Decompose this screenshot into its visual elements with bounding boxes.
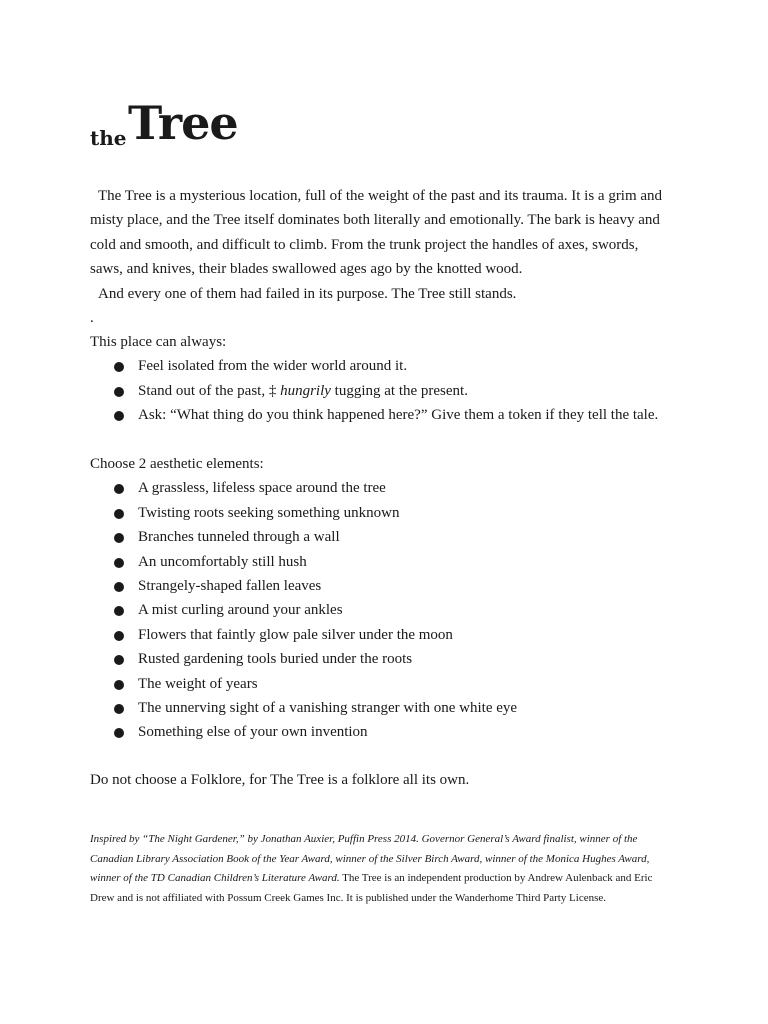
list-item-text: An uncomfortably still hush <box>138 553 307 570</box>
intro-paragraph <box>90 184 690 330</box>
aesthetic-list <box>90 476 690 744</box>
list-item-text: A mist curling around your ankles <box>138 602 343 619</box>
list-item-text: The unnerving sight of a vanishing stranger with one white eye <box>138 699 518 716</box>
bullet-icon <box>114 411 124 421</box>
intro-line: misty place, and the Tree itself dominates both literally and emotionally. The bark is heavy and <box>90 212 660 229</box>
list-item-text-end: tugging at the present. <box>330 382 468 399</box>
list-item <box>90 501 690 525</box>
list-item <box>90 623 690 647</box>
list-item-emphasis: hungrily <box>280 382 331 399</box>
bullet-icon <box>114 533 124 543</box>
list-item <box>90 525 690 549</box>
list-item <box>90 379 690 403</box>
bullet-icon <box>114 387 124 397</box>
bullet-icon <box>114 484 124 494</box>
bullet-icon <box>114 704 124 714</box>
credits-production-text: The Tree is an independent production by Andrew Aulenback and Eric <box>339 872 653 884</box>
always-section <box>90 330 690 428</box>
bullet-icon <box>114 655 124 665</box>
list-item <box>90 672 690 696</box>
list-item-text: Branches tunneled through a wall <box>138 529 340 546</box>
always-heading: This place can always: <box>90 334 227 350</box>
aesthetic-section <box>90 452 690 745</box>
intro-line: The Tree is a mysterious location, full of the weight of the past and its trauma. It is a grim and <box>98 188 663 204</box>
list-item-text: Something else of your own invention <box>138 724 368 741</box>
list-item <box>90 647 690 671</box>
intro-line: cold and smooth, and difficult to climb. From the trunk project the handles of axes, swords, <box>90 236 639 253</box>
list-item-text: Rusted gardening tools buried under the roots <box>138 651 413 668</box>
stray-dot: . <box>90 309 94 326</box>
bullet-icon <box>114 582 124 592</box>
credits-award-text: winner of the TD Canadian Children’s Literature Award. <box>90 872 340 884</box>
aesthetic-heading: Choose 2 aesthetic elements: <box>90 456 264 472</box>
list-item <box>90 403 690 427</box>
bullet-icon <box>114 606 124 616</box>
list-item-text-start: Stand out of the past, ‡ <box>138 382 281 399</box>
intro-line: And every one of them had failed in its purpose. The Tree still stands. <box>98 285 517 302</box>
intro-line: saws, and knives, their blades swallowed ages ago by the knotted wood. <box>90 261 523 278</box>
list-item-text: The weight of years <box>138 675 258 692</box>
title-article: the <box>90 126 127 150</box>
list-item <box>90 720 690 744</box>
always-list <box>90 354 690 427</box>
credits-line: Canadian Library Association Book of the Year Award, winner of the Silver Birch Award, winner of the Monica Hughes Award, <box>90 852 650 865</box>
bullet-icon <box>114 631 124 641</box>
bullet-icon <box>114 680 124 690</box>
list-item-text: Twisting roots seeking something unknown <box>138 504 400 521</box>
bullet-icon <box>114 362 124 372</box>
bullet-icon <box>114 558 124 568</box>
list-item <box>90 354 690 378</box>
list-item-text: Strangely-shaped fallen leaves <box>138 577 322 594</box>
list-item-text: Ask: “What thing do you think happened here?” Give them a token if they tell the tale. <box>138 407 659 424</box>
credits-line: Inspired by “The Night Gardener,” by Jonathan Auxier, Puffin Press 2014. Governor General’s Award finalist, winner of the <box>90 833 638 845</box>
credits-block <box>90 830 690 908</box>
credits-line <box>90 869 690 889</box>
credits-line: Drew and is not affiliated with Possum Creek Games Inc. It is published under the Wanderhome Third Party License. <box>90 891 607 904</box>
list-item-text: Flowers that faintly glow pale silver under the moon <box>138 626 453 643</box>
list-item-text: Feel isolated from the wider world around it. <box>138 358 408 375</box>
bullet-icon <box>114 509 124 519</box>
list-item <box>90 574 690 598</box>
list-item <box>90 598 690 622</box>
list-item <box>90 550 690 574</box>
list-item-text: A grassless, lifeless space around the tree <box>138 480 386 497</box>
bullet-icon <box>114 728 124 738</box>
list-item <box>90 696 690 720</box>
title-main: Tree <box>128 96 238 150</box>
folklore-note <box>90 768 690 792</box>
list-item <box>90 476 690 500</box>
folklore-note-text: Do not choose a Folklore, for The Tree is a folklore all its own. <box>90 772 470 788</box>
